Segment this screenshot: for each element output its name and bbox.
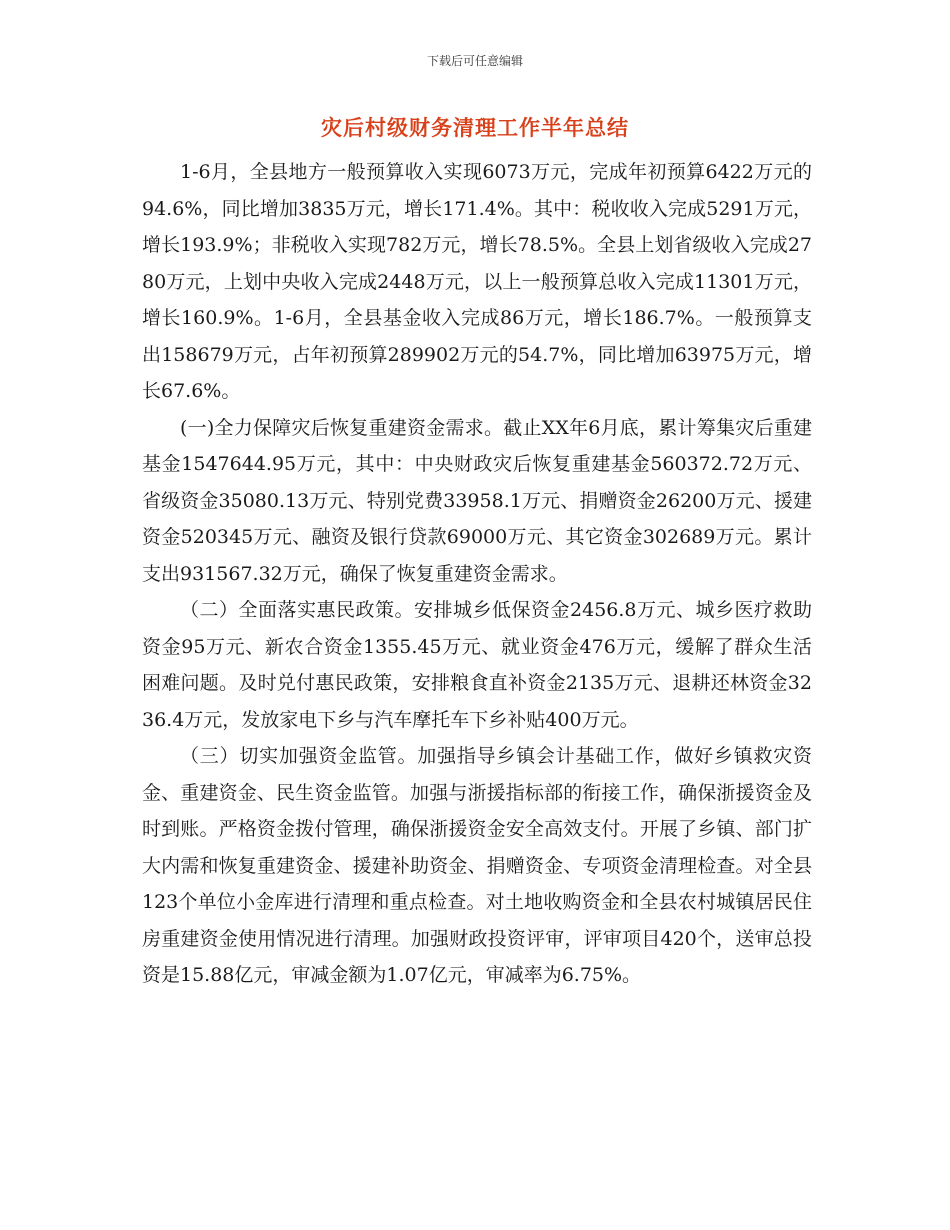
paragraph-welfare-policy: （二）全面落实惠民政策。安排城乡低保资金2456.8万元、城乡医疗救助资金95万元、新农合资金1355.45万元、就业资金476万元，缓解了群众生活困难问题。及时兑付惠民政策，安排粮食直补资金2135万元、退耕还林资金3236.4万元，发放家电下乡与汽车摩托车下乡补贴400万元。	[142, 599, 812, 731]
paragraph-fund-supervision: （三）切实加强资金监管。加强指导乡镇会计基础工作，做好乡镇救灾资金、重建资金、民生资金监管。加强与浙援指标部的衔接工作，确保浙援资金及时到账。严格资金拨付管理，确保浙援资金安全高效支付。开展了乡镇、部门扩大内需和恢复重建资金、援建补助资金、捐赠资金、专项资金清理检查。对全县123个单位小金库进行清理和重点检查。对土地收购资金和全县农村城镇居民住房重建资金使用情况进行清理。加强财政投资评审，评审项目420个，送审总投资是15.88亿元，审减金额为1.07亿元，审减率为6.75%。	[142, 745, 812, 986]
paragraph-revenue-summary: 1-6月，全县地方一般预算收入实现6073万元，完成年初预算6422万元的94.6%，同比增加3835万元，增长171.4%。其中：税收收入完成5291万元，增长193.9%；非税收入实现782万元，增长78.5%。全县上划省级收入完成2780万元，上划中央收入完成2448万元，以上一般预算总收入完成11301万元，增长160.9%。1-6月，全县基金收入完成86万元，增长186.7%。一般预算支出158679万元，占年初预算289902万元的54.7%，同比增加63975万元，增长67.6%。	[142, 161, 812, 402]
header-note: 下载后可任意编辑	[426, 54, 523, 68]
document-title: 灾后村级财务清理工作半年总结	[321, 116, 629, 140]
paragraph-reconstruction-funds: (一)全力保障灾后恢复重建资金需求。截止XX年6月底，累计筹集灾后重建基金1547644.95万元，其中：中央财政灾后恢复重建基金560372.72万元、省级资金35080.13万元、特别党费33958.1万元、捐赠资金26200万元、援建资金520345万元、融资及银行贷款69000万元、其它资金302689万元。累计支出931567.32万元，确保了恢复重建资金需求。	[142, 416, 812, 585]
document-body	[142, 154, 812, 994]
